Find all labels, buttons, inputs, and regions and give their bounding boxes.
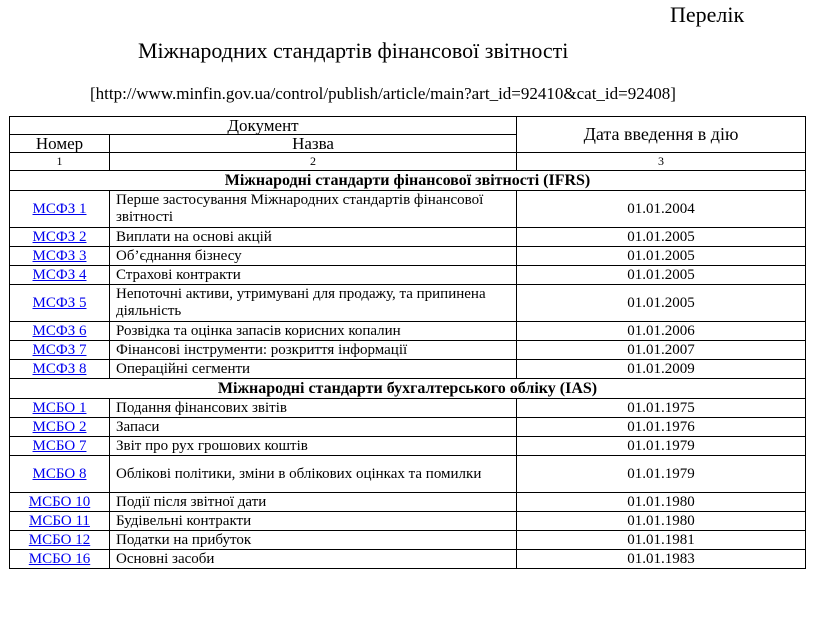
standard-code-cell: [10, 228, 110, 247]
standard-code-cell: [10, 418, 110, 437]
table-row: [10, 322, 806, 341]
section-title: Міжнародні стандарти фінансової звітності (IFRS): [10, 171, 806, 191]
standard-code-cell: [10, 341, 110, 360]
standard-name: Розвідка та оцінка запасів корисних копалин: [110, 322, 517, 341]
effective-date: 01.01.1979: [517, 456, 806, 493]
header-date: Дата введення в дію: [517, 117, 806, 153]
effective-date: 01.01.2005: [517, 266, 806, 285]
standard-name: Непоточні активи, утримувані для продажу, та припинена діяльність: [110, 285, 517, 322]
standard-name: Будівельні контракти: [110, 512, 517, 531]
effective-date: 01.01.1979: [517, 437, 806, 456]
table-row: [10, 418, 806, 437]
standard-code-cell: [10, 285, 110, 322]
standard-code-cell: [10, 531, 110, 550]
standard-code-link[interactable]: МСБО 10: [28, 493, 91, 510]
table-row: [10, 531, 806, 550]
effective-date: 01.01.2005: [517, 285, 806, 322]
effective-date: 01.01.2004: [517, 191, 806, 228]
table-row: [10, 341, 806, 360]
effective-date: 01.01.2005: [517, 247, 806, 266]
table-row: [10, 512, 806, 531]
standard-code-cell: [10, 266, 110, 285]
standard-name: Події після звітної дати: [110, 493, 517, 512]
standard-code-cell: [10, 399, 110, 418]
effective-date: 01.01.2007: [517, 341, 806, 360]
page-title: Міжнародних стандартів фінансової звітності: [138, 38, 569, 63]
effective-date: 01.01.1980: [517, 512, 806, 531]
standard-code-link[interactable]: МСФЗ 2: [32, 228, 87, 245]
effective-date: 01.01.2006: [517, 322, 806, 341]
standards-table: [9, 116, 806, 569]
standard-code-link[interactable]: МСФЗ 3: [32, 247, 87, 264]
standard-code-cell: [10, 550, 110, 569]
standard-code-link[interactable]: МСБО 7: [32, 437, 87, 454]
standard-code-cell: [10, 191, 110, 228]
header-number: Номер: [10, 135, 110, 153]
column-index: 2: [110, 153, 517, 171]
standard-name: Операційні сегменти: [110, 360, 517, 379]
standard-name: Об’єднання бізнесу: [110, 247, 517, 266]
standard-code-link[interactable]: МСФЗ 4: [32, 266, 87, 283]
table-row: [10, 456, 806, 493]
table-row: [10, 285, 806, 322]
table-row: [10, 360, 806, 379]
header-document: Документ: [10, 117, 517, 135]
effective-date: 01.01.2005: [517, 228, 806, 247]
standard-code-link[interactable]: МСБО 1: [32, 399, 87, 416]
standard-code-cell: [10, 322, 110, 341]
standard-code-link[interactable]: МСФЗ 1: [32, 200, 87, 217]
standard-name: Подання фінансових звітів: [110, 399, 517, 418]
standard-code-link[interactable]: МСФЗ 6: [32, 322, 87, 339]
standard-code-cell: [10, 360, 110, 379]
column-index-row: [10, 153, 806, 171]
standard-code-link[interactable]: МСБО 16: [28, 550, 91, 567]
heading-perelik: Перелік: [670, 2, 745, 27]
standard-code-cell: [10, 493, 110, 512]
standard-name: Облікові політики, зміни в облікових оцінках та помилки: [110, 456, 517, 493]
effective-date: 01.01.1983: [517, 550, 806, 569]
table-row: [10, 191, 806, 228]
standard-code-cell: [10, 512, 110, 531]
table-row: [10, 493, 806, 512]
table-row: [10, 437, 806, 456]
standard-code-cell: [10, 456, 110, 493]
header-name: Назва: [110, 135, 517, 153]
standard-code-link[interactable]: МСБО 11: [29, 512, 90, 529]
column-index: 1: [10, 153, 110, 171]
standard-code-link[interactable]: МСБО 12: [28, 531, 91, 548]
effective-date: 01.01.1980: [517, 493, 806, 512]
standard-name: Податки на прибуток: [110, 531, 517, 550]
section-header-row: [10, 171, 806, 191]
standard-name: Запаси: [110, 418, 517, 437]
standard-code-cell: [10, 247, 110, 266]
section-header-row: [10, 379, 806, 399]
standard-code-link[interactable]: МСФЗ 8: [32, 360, 87, 377]
standard-name: Звіт про рух грошових коштів: [110, 437, 517, 456]
standard-code-link[interactable]: МСФЗ 5: [32, 294, 87, 311]
standard-name: Страхові контракти: [110, 266, 517, 285]
effective-date: 01.01.1981: [517, 531, 806, 550]
standard-code-link[interactable]: МСБО 8: [32, 465, 87, 482]
standard-code-link[interactable]: МСБО 2: [32, 418, 87, 435]
table-row: [10, 399, 806, 418]
effective-date: 01.01.2009: [517, 360, 806, 379]
section-title: Міжнародні стандарти бухгалтерського обліку (IAS): [10, 379, 806, 399]
source-url: [http://www.minfin.gov.ua/control/publish/article/main?art_id=92410&cat_id=92408]: [90, 84, 676, 103]
standard-code-cell: [10, 437, 110, 456]
column-index: 3: [517, 153, 806, 171]
table-row: [10, 550, 806, 569]
table-row: [10, 247, 806, 266]
table-row: [10, 228, 806, 247]
standard-name: Виплати на основі акцій: [110, 228, 517, 247]
table-row: [10, 266, 806, 285]
standard-code-link[interactable]: МСФЗ 7: [32, 341, 87, 358]
effective-date: 01.01.1975: [517, 399, 806, 418]
standard-name: Фінансові інструменти: розкриття інформації: [110, 341, 517, 360]
effective-date: 01.01.1976: [517, 418, 806, 437]
standard-name: Основні засоби: [110, 550, 517, 569]
standard-name: Перше застосування Міжнародних стандартів фінансової звітності: [110, 191, 517, 228]
